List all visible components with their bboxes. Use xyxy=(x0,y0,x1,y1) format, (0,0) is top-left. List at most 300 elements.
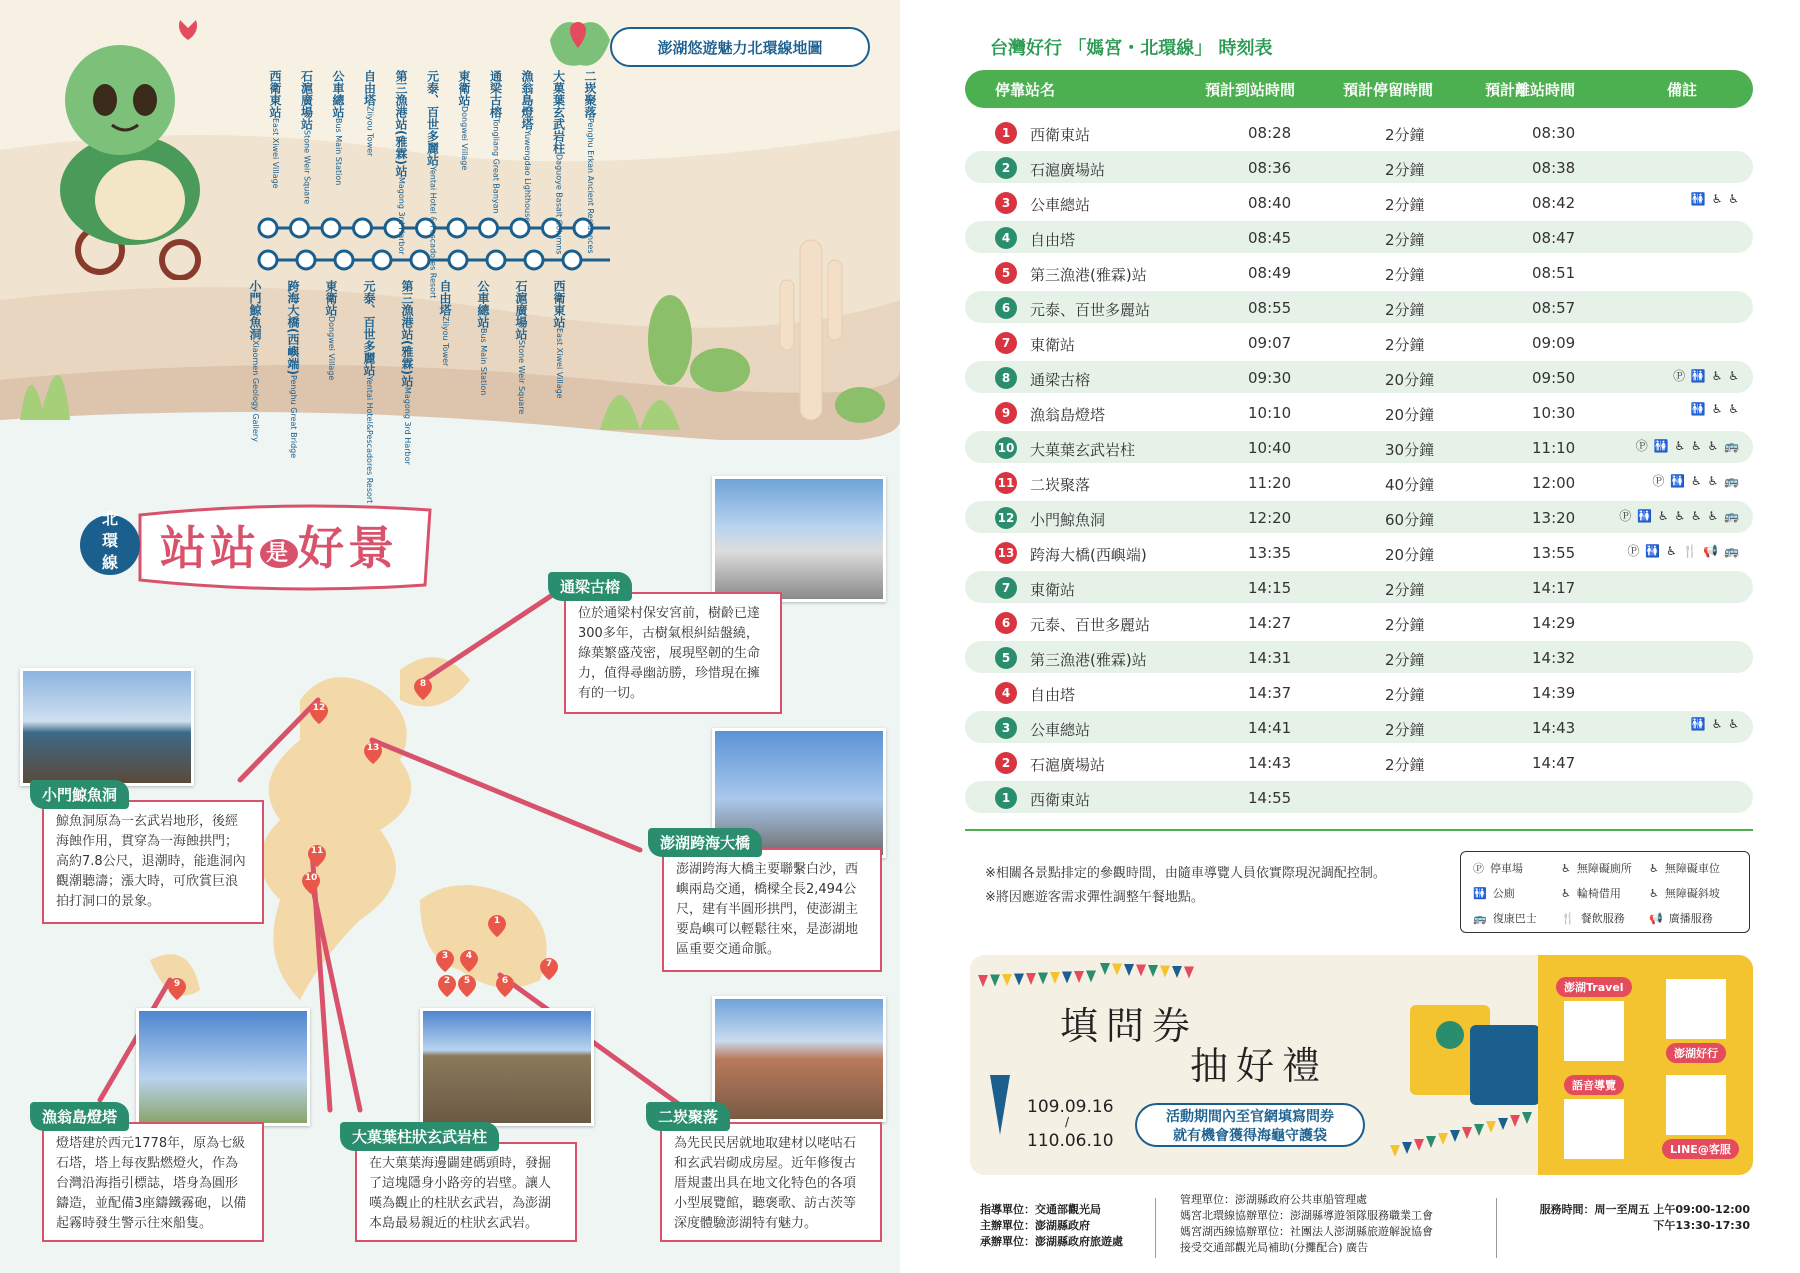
spot-description: 在大菓葉海邊闢建碼頭時，發掘了這塊隱身小路旁的岩壁。讓人嘆為觀止的柱狀玄武岩，為澎湖本島最易親近的柱狀玄武岩。 xyxy=(355,1142,577,1242)
map-pin-number: 9 xyxy=(173,979,181,989)
departure-time: 14:29 xyxy=(1532,614,1576,632)
timetable-row xyxy=(965,221,1753,253)
stay-duration: 2分鐘 xyxy=(1385,581,1425,599)
footer-col3 xyxy=(1520,1202,1750,1234)
departure-time: 08:47 xyxy=(1532,229,1576,247)
facility-icons xyxy=(1590,262,1740,284)
stop-number-badge: 1 xyxy=(995,787,1017,809)
facility-icons xyxy=(1590,682,1740,704)
departure-time: 08:51 xyxy=(1532,264,1576,282)
facility-icons: Ⓟ 🚻 ♿ ♿ ♿ 🚌 xyxy=(1635,439,1740,453)
map-pin-icon[interactable] xyxy=(460,950,478,972)
timetable-row xyxy=(965,361,1753,393)
stop-number-badge: 5 xyxy=(995,647,1017,669)
photo-basalt xyxy=(420,1008,594,1126)
headline-char: 站 xyxy=(160,521,210,575)
footer-col1 xyxy=(980,1202,1123,1250)
facility-icons: Ⓟ 🚻 ♿ ♿ 🚌 xyxy=(1652,474,1740,488)
qr-code-icon[interactable] xyxy=(1666,979,1726,1039)
timetable-row xyxy=(965,151,1753,183)
timetable-row xyxy=(965,536,1753,568)
station-name: 跨海大橋(西嶼端) xyxy=(286,280,300,375)
legend-label: 公廁 xyxy=(1492,887,1515,900)
arrival-time: 08:45 xyxy=(1248,229,1292,247)
map-pin-number: 8 xyxy=(419,679,427,689)
station-name: 漁翁島燈塔 xyxy=(1030,406,1106,424)
departure-time: 09:09 xyxy=(1532,334,1576,352)
stop-number-badge: 12 xyxy=(995,507,1017,529)
spot-description: 為先民民居就地取建材以咾咕石和玄武岩砌成房屋。近年修復古厝規畫出具在地文化特色的各項小型展覽館，聽褒歌、訪古茨等深度體驗澎湖特有魅力。 xyxy=(660,1122,882,1242)
photo-whale-cave xyxy=(20,668,194,786)
promo-date-sep: / xyxy=(1065,1115,1070,1129)
promo-date-start: 109.09.16 xyxy=(1027,1097,1114,1117)
station-name-en: Yentai Hotel&Pescadores Resort xyxy=(365,376,374,504)
legend-label: 餐飲服務 xyxy=(1580,912,1625,925)
col-header-arrive: 預計到站時間 xyxy=(1205,81,1296,99)
stay-duration: 2分鐘 xyxy=(1385,231,1425,249)
legend-label: 無障礙車位 xyxy=(1664,862,1720,875)
arrival-time: 08:36 xyxy=(1248,159,1292,177)
legend-item xyxy=(1473,860,1523,876)
legend-item xyxy=(1649,910,1713,926)
station-name-en: Stone Weir Square xyxy=(517,340,526,415)
arrival-time: 14:27 xyxy=(1248,614,1292,632)
spot-tag: 通梁古榕 xyxy=(548,572,632,601)
station-name: 通梁古榕 xyxy=(1030,371,1091,389)
col-header-station: 停靠站名 xyxy=(995,81,1056,99)
departure-time: 14:39 xyxy=(1532,684,1576,702)
spot-tag: 大菓葉柱狀玄武岩柱 xyxy=(340,1122,499,1151)
facility-icons xyxy=(1590,647,1740,669)
station-name: 元泰、百世多麗站 xyxy=(362,280,376,376)
stop-number-badge: 2 xyxy=(995,157,1017,179)
legend-icon: Ⓟ xyxy=(1473,862,1484,875)
facility-icons xyxy=(1590,787,1740,809)
departure-time: 08:38 xyxy=(1532,159,1576,177)
timetable-row xyxy=(965,641,1753,673)
footer-line: 媽宮北環線協辦單位：澎湖縣導遊領隊服務職業工會 xyxy=(1180,1209,1433,1222)
photo-lighthouse xyxy=(136,1008,310,1126)
station-name-en: Yuwengdao Lighthouse xyxy=(523,130,532,223)
station-name: 二崁聚落 xyxy=(583,70,597,118)
departure-time: 08:30 xyxy=(1532,124,1576,142)
station-name: 公車總站 xyxy=(331,70,345,118)
timetable-row xyxy=(965,431,1753,463)
map-pin-number: 10 xyxy=(304,873,318,883)
facility-icons: Ⓟ 🚻 ♿ ♿ xyxy=(1673,369,1740,383)
legend-icon: 📢 xyxy=(1649,912,1663,925)
headline-side-char: 北 xyxy=(101,509,118,528)
map-pin-icon[interactable] xyxy=(438,975,456,997)
photo-tongliang xyxy=(712,476,886,602)
timetable-row xyxy=(965,291,1753,323)
headline-char: 是 xyxy=(260,539,298,568)
promo-pill xyxy=(1135,1103,1365,1147)
station-name-en: Xiaomen Geology Gallery xyxy=(251,340,260,442)
station-name: 小門鯨魚洞 xyxy=(1030,511,1106,529)
arrival-time: 14:55 xyxy=(1248,789,1292,807)
stop-number-badge: 1 xyxy=(995,122,1017,144)
map-pin-number: 4 xyxy=(465,951,473,961)
departure-time: 10:30 xyxy=(1532,404,1576,422)
station-name: 大菓葉玄武岩柱 xyxy=(1030,441,1136,459)
map-pin-icon[interactable] xyxy=(168,978,186,1000)
stay-duration: 60分鐘 xyxy=(1385,511,1435,529)
footer-line: 下午13:30-17:30 xyxy=(1653,1219,1750,1232)
headline-char: 好 xyxy=(298,521,349,575)
station-name-en: Magong 3rd Harbor xyxy=(403,386,412,465)
timetable-row xyxy=(965,256,1753,288)
stop-number-badge: 11 xyxy=(995,472,1017,494)
photo-erkan xyxy=(712,996,886,1122)
station-name-en: East Xiwei Village xyxy=(555,328,564,399)
timetable-row xyxy=(965,186,1753,218)
station-name-en: Yentai Hotel & Pescadores Resort xyxy=(428,166,438,299)
qr-label[interactable]: LINE@客服 xyxy=(1662,1139,1739,1159)
legend-label: 廣播服務 xyxy=(1668,912,1713,925)
qr-label[interactable]: 澎湖Travel xyxy=(1556,977,1632,997)
col-header-stay: 預計停留時間 xyxy=(1343,81,1434,99)
notes xyxy=(985,862,1386,910)
station-name-en: Dongwei Village xyxy=(460,106,469,171)
stop-number-badge: 10 xyxy=(995,437,1017,459)
station-name: 二崁聚落 xyxy=(1030,476,1091,494)
departure-time: 14:32 xyxy=(1532,649,1576,667)
departure-time: 11:10 xyxy=(1532,439,1576,457)
timetable-row xyxy=(965,396,1753,428)
station-name-en: Penghu Great Bridge xyxy=(289,374,298,459)
facility-icons xyxy=(1590,612,1740,634)
facility-icons: 🚻 ♿ ♿ xyxy=(1690,192,1740,206)
facility-icons xyxy=(1590,122,1740,144)
station-name: 西衛東站 xyxy=(268,70,282,118)
stop-number-badge: 4 xyxy=(995,682,1017,704)
spot-tag: 澎湖跨海大橋 xyxy=(648,828,762,857)
facility-icons: Ⓟ 🚻 ♿ ♿ ♿ ♿ 🚌 xyxy=(1619,509,1740,523)
map-pin-number: 6 xyxy=(501,976,509,986)
station-name: 通梁古榕 xyxy=(488,70,503,118)
footer-line: 接受交通部觀光局補助(分攤配合) 廣告 xyxy=(1180,1241,1369,1254)
arrival-time: 08:40 xyxy=(1248,194,1292,212)
stop-number-badge: 7 xyxy=(995,577,1017,599)
arrival-time: 09:07 xyxy=(1248,334,1292,352)
facility-icons xyxy=(1590,577,1740,599)
stay-duration: 20分鐘 xyxy=(1385,406,1435,424)
station-name-en: Magong 3rd Harbor xyxy=(397,176,406,255)
timetable-row xyxy=(965,606,1753,638)
station-name: 自由塔 xyxy=(438,280,452,316)
map-pin-number: 3 xyxy=(441,951,449,961)
stay-duration: 2分鐘 xyxy=(1385,266,1425,284)
station-name-en: Daguoye Basalt Columns xyxy=(554,154,564,255)
arrival-time: 13:35 xyxy=(1248,544,1292,562)
facility-icons xyxy=(1590,752,1740,774)
spot-tag: 小門鯨魚洞 xyxy=(30,780,129,809)
stay-duration: 2分鐘 xyxy=(1385,336,1425,354)
footer-line: 服務時間：周一至周五 上午09:00-12:00 xyxy=(1539,1203,1750,1216)
station-name: 大菓葉玄武岩柱 xyxy=(551,70,566,154)
map-pin-number: 12 xyxy=(312,703,326,713)
headline-side-char: 線 xyxy=(101,553,118,572)
timetable-row xyxy=(965,501,1753,533)
headline-char: 站 xyxy=(210,521,260,575)
timetable-header xyxy=(965,70,1753,108)
map-pin-icon[interactable] xyxy=(488,915,506,937)
qr-code-icon[interactable] xyxy=(1666,1075,1726,1135)
footer-line: 主辦單位：澎湖縣政府 xyxy=(980,1219,1090,1232)
arrival-time: 14:15 xyxy=(1248,579,1292,597)
station-name: 第三漁港站(雅霖)站 xyxy=(394,70,408,177)
stop-number-badge: 3 xyxy=(995,192,1017,214)
stop-number-badge: 13 xyxy=(995,542,1017,564)
stay-duration: 20分鐘 xyxy=(1385,371,1435,389)
station-name: 西衛東站 xyxy=(1030,126,1091,144)
legend-icon: 🚻 xyxy=(1473,887,1487,900)
promo-date-end: 110.06.10 xyxy=(1027,1131,1114,1151)
note-text: ※相關各景點排定的參觀時間，由隨車導覽人員依實際現況調配控制。 xyxy=(985,866,1386,881)
legend-label: 無障礙斜坡 xyxy=(1664,887,1720,900)
station-name: 西衛東站 xyxy=(552,280,566,328)
timetable-row xyxy=(965,466,1753,498)
station-name: 公車總站 xyxy=(476,280,490,328)
facility-icons: 🚻 ♿ ♿ xyxy=(1690,402,1740,416)
stay-duration: 2分鐘 xyxy=(1385,721,1425,739)
col-header-notes: 備註 xyxy=(1667,81,1698,99)
map-pin-icon[interactable] xyxy=(310,702,328,724)
legend-icon: ♿ xyxy=(1561,887,1571,900)
legend-item xyxy=(1561,910,1625,926)
station-name: 跨海大橋(西嶼端) xyxy=(1030,546,1147,564)
departure-time: 14:17 xyxy=(1532,579,1576,597)
arrival-time: 10:40 xyxy=(1248,439,1292,457)
qr-label[interactable]: 語音導覽 xyxy=(1564,1075,1624,1095)
arrival-time: 12:20 xyxy=(1248,509,1292,527)
qr-code-icon[interactable] xyxy=(1564,1001,1624,1061)
arrival-time: 14:43 xyxy=(1248,754,1292,772)
legend-item xyxy=(1561,860,1632,876)
station-name: 第三漁港站(雅霖)站 xyxy=(400,280,414,387)
map-pin-icon[interactable] xyxy=(308,845,326,867)
map-pin-icon[interactable] xyxy=(302,872,320,894)
arrival-time: 08:55 xyxy=(1248,299,1292,317)
station-name: 漁翁島燈塔 xyxy=(520,70,534,130)
timetable-row xyxy=(965,676,1753,708)
station-name: 石滬廣場站 xyxy=(1030,161,1106,179)
arrival-time: 14:31 xyxy=(1248,649,1292,667)
spot-description: 澎湖跨海大橋主要聯繫白沙，西嶼兩島交通，橋樑全長2,494公尺，建有半圓形拱門，使澎湖主要島嶼可以輕鬆往來，是澎湖地區重要交通命脈。 xyxy=(662,848,882,972)
station-name: 石滬廣場站 xyxy=(514,280,528,340)
arrival-time: 14:37 xyxy=(1248,684,1292,702)
station-name: 石滬廣場站 xyxy=(299,70,314,130)
legend-item xyxy=(1561,885,1621,901)
headline-side-char: 環 xyxy=(101,531,118,550)
stay-duration: 30分鐘 xyxy=(1385,441,1435,459)
footer-line: 指導單位：交通部觀光局 xyxy=(980,1203,1101,1216)
stay-duration: 2分鐘 xyxy=(1385,686,1425,704)
stop-number-badge: 4 xyxy=(995,227,1017,249)
map-pin-icon[interactable] xyxy=(364,742,382,764)
departure-time: 09:50 xyxy=(1532,369,1576,387)
legend-item xyxy=(1649,885,1720,901)
legend-item xyxy=(1649,860,1720,876)
legend-icon: 🍴 xyxy=(1561,912,1575,925)
footer-line: 管理單位：澎湖縣政府公共車船管理處 xyxy=(1180,1193,1367,1206)
station-name-en: Bus Main Station xyxy=(479,328,488,396)
timetable-row xyxy=(965,711,1753,743)
headline-char: 景 xyxy=(348,521,399,575)
stop-number-badge: 5 xyxy=(995,262,1017,284)
station-name: 石滬廣場站 xyxy=(1030,756,1106,774)
map-pin-number: 11 xyxy=(310,846,324,856)
stop-number-badge: 6 xyxy=(995,297,1017,319)
map-pin-icon[interactable] xyxy=(496,975,514,997)
spot-description: 鯨魚洞原為一玄武岩地形，後經海蝕作用，貫穿為一海蝕拱門；高約7.8公尺，退潮時，能進洞內觀潮聽濤；漲大時，可欣賞巨浪拍打洞口的景象。 xyxy=(42,800,264,924)
timetable-row xyxy=(965,326,1753,358)
legend-label: 輪椅借用 xyxy=(1576,887,1621,900)
departure-time: 13:55 xyxy=(1532,544,1576,562)
facility-icons: Ⓟ 🚻 ♿ 🍴 📢 🚌 xyxy=(1627,544,1740,558)
station-name: 元泰、百世多麗站 xyxy=(425,70,440,166)
map-pin-number: 5 xyxy=(463,976,471,986)
map-pin-number: 2 xyxy=(443,976,451,986)
stop-number-badge: 7 xyxy=(995,332,1017,354)
stay-duration: 2分鐘 xyxy=(1385,196,1425,214)
timetable-row xyxy=(965,571,1753,603)
station-name-en: East Xiwei Village xyxy=(271,118,280,189)
arrival-time: 08:49 xyxy=(1248,264,1292,282)
station-name-en: Dongwei Village xyxy=(327,316,336,381)
map-pin-icon[interactable] xyxy=(436,950,454,972)
stay-duration: 2分鐘 xyxy=(1385,161,1425,179)
station-name: 東衛站 xyxy=(457,70,471,106)
arrival-time: 08:28 xyxy=(1248,124,1292,142)
legend-label: 停車場 xyxy=(1490,862,1523,875)
legend-label: 無障礙廁所 xyxy=(1576,862,1632,875)
departure-time: 12:00 xyxy=(1532,474,1576,492)
station-name: 公車總站 xyxy=(1030,196,1091,214)
legend-icon: ♿ xyxy=(1561,862,1571,875)
divider xyxy=(965,829,1753,831)
facility-icons xyxy=(1590,332,1740,354)
legend-label: 復康巴士 xyxy=(1492,912,1537,925)
stay-duration: 40分鐘 xyxy=(1385,476,1435,494)
stop-number-badge: 2 xyxy=(995,752,1017,774)
facility-icons xyxy=(1590,157,1740,179)
legend-item xyxy=(1473,885,1515,901)
qr-panel xyxy=(1538,955,1753,1175)
stop-number-badge: 6 xyxy=(995,612,1017,634)
stop-number-badge: 8 xyxy=(995,367,1017,389)
stay-duration: 2分鐘 xyxy=(1385,756,1425,774)
promo-pill-line: 活動期間內至官網填寫問券 xyxy=(1166,1109,1334,1125)
facility-icons xyxy=(1590,297,1740,319)
footer-divider xyxy=(1496,1198,1497,1258)
col-header-depart: 預計離站時間 xyxy=(1485,81,1576,99)
qr-code-icon[interactable] xyxy=(1564,1099,1624,1159)
timetable-row xyxy=(965,116,1753,148)
station-name-en: Bus Main Station xyxy=(334,118,343,186)
spot-description: 位於通梁村保安宮前，樹齡已達300多年，古樹氣根糾結盤繞，綠葉繁盛茂密，展現堅韌的生命力，值得尋幽訪勝，珍惜現在擁有的一切。 xyxy=(564,592,782,714)
station-name: 東衛站 xyxy=(324,280,338,316)
stay-duration: 2分鐘 xyxy=(1385,126,1425,144)
timetable-row xyxy=(965,781,1753,813)
qr-label[interactable]: 澎湖好行 xyxy=(1666,1043,1726,1063)
map-pin-icon[interactable] xyxy=(414,678,432,700)
station-name: 自由塔 xyxy=(1030,231,1076,249)
stop-number-badge: 3 xyxy=(995,717,1017,739)
promo-pill-line: 就有機會獲得海龜守護袋 xyxy=(1173,1128,1327,1144)
station-name-en: Stone Weir Square xyxy=(302,130,312,205)
arrival-time: 10:10 xyxy=(1248,404,1292,422)
stay-duration: 2分鐘 xyxy=(1385,301,1425,319)
station-name-en: Tongliang Great Banyan xyxy=(491,118,501,214)
arrival-time: 14:41 xyxy=(1248,719,1292,737)
note-text: ※將因應遊客需求彈性調整午餐地點。 xyxy=(985,890,1204,905)
departure-time: 08:42 xyxy=(1532,194,1576,212)
station-name: 東衛站 xyxy=(1030,581,1076,599)
footer-col2 xyxy=(1180,1192,1433,1256)
footer-line: 承辦單位：澎湖縣政府旅遊處 xyxy=(980,1235,1123,1248)
spot-tag: 漁翁島燈塔 xyxy=(30,1102,129,1131)
spot-tag: 二崁聚落 xyxy=(646,1102,730,1131)
stay-duration: 20分鐘 xyxy=(1385,546,1435,564)
station-name: 西衛東站 xyxy=(1030,791,1091,809)
stop-number-badge: 9 xyxy=(995,402,1017,424)
departure-time: 08:57 xyxy=(1532,299,1576,317)
station-name: 自由塔 xyxy=(362,70,377,106)
legend-icon: 🚌 xyxy=(1473,912,1487,925)
timetable-title: 台灣好行 「媽宮・北環線」 時刻表 xyxy=(990,38,1273,59)
legend-icon: ♿ xyxy=(1649,887,1659,900)
legend-icon: ♿ xyxy=(1649,862,1659,875)
station-name: 第三漁港(雅霖)站 xyxy=(1030,651,1147,669)
map-title: 澎湖悠遊魅力北環線地圖 xyxy=(610,27,870,67)
departure-time: 14:43 xyxy=(1532,719,1576,737)
station-name: 元泰、百世多麗站 xyxy=(1030,616,1151,634)
promo-title-2: 抽好禮 xyxy=(1190,1044,1329,1088)
map-pin-number: 7 xyxy=(545,959,553,969)
footer-line: 媽宮湖西線協辦單位：社團法人澎湖縣旅遊解說協會 xyxy=(1180,1225,1433,1238)
stay-duration: 2分鐘 xyxy=(1385,616,1425,634)
map-pin-icon[interactable] xyxy=(458,975,476,997)
timetable-row xyxy=(965,746,1753,778)
footer-divider xyxy=(1155,1198,1156,1258)
station-name: 東衛站 xyxy=(1030,336,1076,354)
stay-duration: 2分鐘 xyxy=(1385,651,1425,669)
station-name: 第三漁港(雅霖)站 xyxy=(1030,266,1147,284)
map-pin-number: 13 xyxy=(366,743,380,753)
departure-time: 13:20 xyxy=(1532,509,1576,527)
station-name: 公車總站 xyxy=(1030,721,1091,739)
facility-icons xyxy=(1590,227,1740,249)
map-pin-icon[interactable] xyxy=(540,958,558,980)
promo-title-1: 填問券 xyxy=(1060,1004,1199,1048)
station-name: 自由塔 xyxy=(1030,686,1076,704)
arrival-time: 09:30 xyxy=(1248,369,1292,387)
spot-description: 燈塔建於西元1778年，原為七級石塔，塔上每夜點燃燈火，作為台灣沿海指引標誌，塔身為圓形鑄造，並配備3座鑄鐵霧砲，以備起霧時發生警示往來船隻。 xyxy=(42,1122,264,1242)
facility-icons: 🚻 ♿ ♿ xyxy=(1690,717,1740,731)
station-name-en: Ziiyou Tower xyxy=(441,316,450,367)
legend-item xyxy=(1473,910,1537,926)
arrival-time: 11:20 xyxy=(1248,474,1292,492)
departure-time: 14:47 xyxy=(1532,754,1576,772)
legend xyxy=(1460,851,1750,933)
station-name: 元泰、百世多麗站 xyxy=(1030,301,1151,319)
map-pin-number: 1 xyxy=(493,916,501,926)
station-name: 小門鯨魚洞 xyxy=(248,280,262,340)
station-name-en: Penghu Erkan Ancient Residences xyxy=(586,118,595,254)
station-name-en: Ziiyou Tower xyxy=(365,106,375,157)
